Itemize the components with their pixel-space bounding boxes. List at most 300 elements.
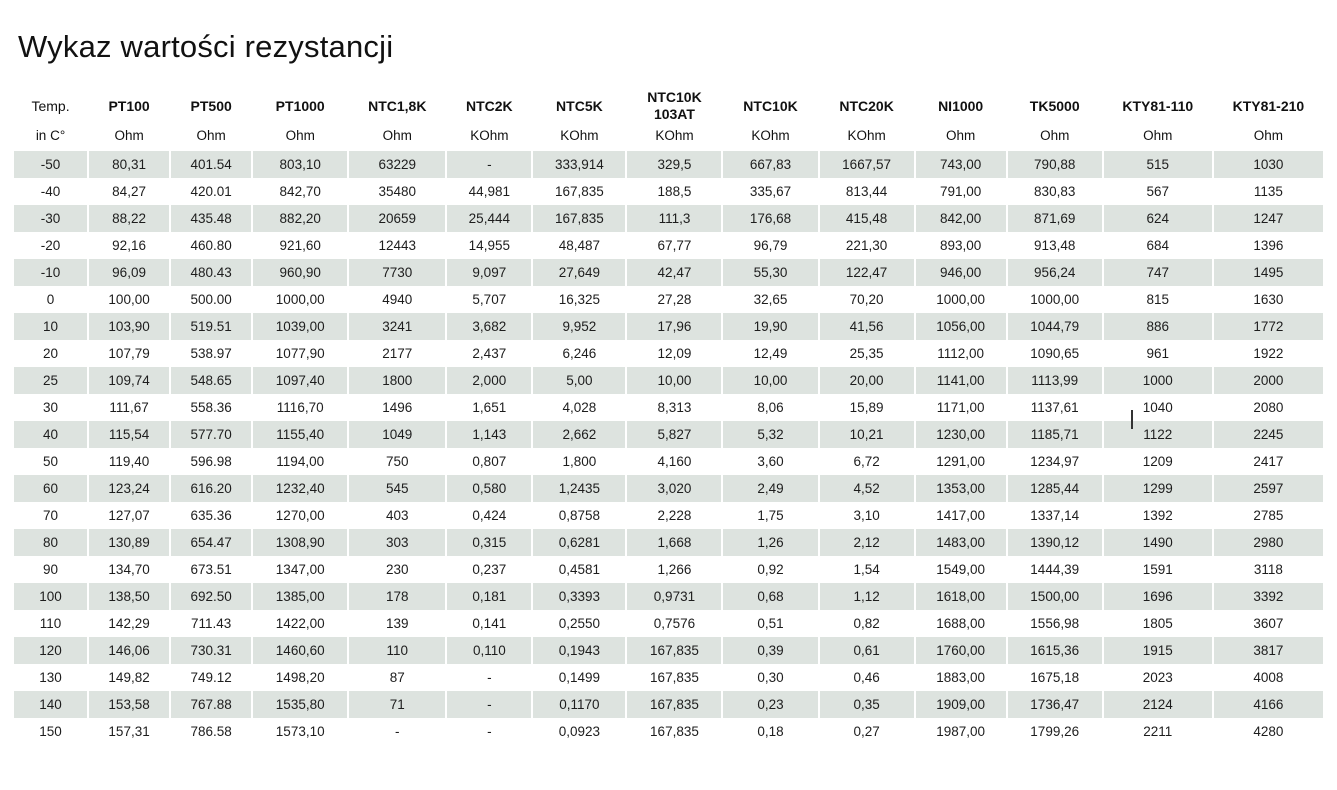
column-header-tk5000-label: TK5000 — [1029, 97, 1080, 114]
resistance-values-table — [14, 87, 1323, 745]
table-cell-temperature: 60 — [14, 475, 88, 502]
table-cell-value: 2785 — [1213, 502, 1323, 529]
table-cell-value: 730.31 — [170, 637, 252, 664]
table-cell-value: 480.43 — [170, 259, 252, 286]
table-cell-value: 747 — [1103, 259, 1213, 286]
table-cell-value: 1308,90 — [252, 529, 348, 556]
table-cell-value: 0,46 — [819, 664, 915, 691]
table-cell-value: 5,32 — [722, 421, 818, 448]
table-cell-value: 110 — [348, 637, 446, 664]
table-cell-value: 500.00 — [170, 286, 252, 313]
table-cell-value: 1347,00 — [252, 556, 348, 583]
table-cell-value: 842,70 — [252, 178, 348, 205]
table-cell-value: 1097,40 — [252, 367, 348, 394]
column-header-pt500-label: PT500 — [190, 97, 232, 114]
table-cell-value: 0,92 — [722, 556, 818, 583]
column-header-ntc1-8k-label: NTC1,8K — [368, 97, 427, 114]
table-cell-value: 515 — [1103, 150, 1213, 178]
table-cell-value: 333,914 — [532, 150, 626, 178]
column-header-ntc10k — [722, 87, 818, 123]
table-cell-value: 1667,57 — [819, 150, 915, 178]
column-unit-tk5000: Ohm — [1007, 123, 1103, 150]
table-cell-value: 0,237 — [446, 556, 532, 583]
table-cell-value: 0,110 — [446, 637, 532, 664]
table-cell-value: 1291,00 — [915, 448, 1007, 475]
table-cell-value: 616.20 — [170, 475, 252, 502]
table-cell-value: 0,3393 — [532, 583, 626, 610]
table-cell-value: 122,47 — [819, 259, 915, 286]
table-cell-value: 2023 — [1103, 664, 1213, 691]
table-row — [14, 340, 1323, 367]
table-row — [14, 664, 1323, 691]
table-cell-value: 1460,60 — [252, 637, 348, 664]
table-cell-value: 415,48 — [819, 205, 915, 232]
table-cell-temperature: -50 — [14, 150, 88, 178]
table-cell-value: 1,800 — [532, 448, 626, 475]
table-cell-value: 1044,79 — [1007, 313, 1103, 340]
table-cell-value: 0,39 — [722, 637, 818, 664]
table-cell-value: 1495 — [1213, 259, 1323, 286]
table-cell-value: 871,69 — [1007, 205, 1103, 232]
table-cell-value: 188,5 — [626, 178, 722, 205]
table-row — [14, 637, 1323, 664]
table-cell-value: 103,90 — [88, 313, 170, 340]
table-cell-value: 815 — [1103, 286, 1213, 313]
table-cell-value: 1422,00 — [252, 610, 348, 637]
table-cell-value: 1417,00 — [915, 502, 1007, 529]
table-cell-value: 1285,44 — [1007, 475, 1103, 502]
table-cell-value: 0,315 — [446, 529, 532, 556]
table-cell-value: 230 — [348, 556, 446, 583]
table-cell-value: 0,6281 — [532, 529, 626, 556]
table-cell-value: 20,00 — [819, 367, 915, 394]
table-cell-value: 0,7576 — [626, 610, 722, 637]
table-row — [14, 286, 1323, 313]
column-header-ntc10k-103at-label: NTC10K — [647, 89, 702, 106]
table-cell-value: 19,90 — [722, 313, 818, 340]
table-cell-value: 1591 — [1103, 556, 1213, 583]
column-header-ntc10k-label: NTC10K — [743, 97, 798, 114]
table-cell-value: 692.50 — [170, 583, 252, 610]
table-cell-value: 92,16 — [88, 232, 170, 259]
table-row — [14, 232, 1323, 259]
table-cell-value: 3,10 — [819, 502, 915, 529]
table-cell-temperature: 50 — [14, 448, 88, 475]
column-header-pt500 — [170, 87, 252, 123]
table-cell-value: 139 — [348, 610, 446, 637]
table-cell-value: 178 — [348, 583, 446, 610]
table-cell-value: 1615,36 — [1007, 637, 1103, 664]
table-cell-value: 0,580 — [446, 475, 532, 502]
table-cell-value: 0,82 — [819, 610, 915, 637]
table-cell-value: 167,835 — [626, 637, 722, 664]
table-cell-value: 882,20 — [252, 205, 348, 232]
table-cell-value: 1234,97 — [1007, 448, 1103, 475]
table-cell-value: 711.43 — [170, 610, 252, 637]
table-cell-value: 5,707 — [446, 286, 532, 313]
table-cell-value: 791,00 — [915, 178, 1007, 205]
table-cell-value: 750 — [348, 448, 446, 475]
table-cell-value: 9,097 — [446, 259, 532, 286]
table-cell-value: 2124 — [1103, 691, 1213, 718]
table-cell-value: 1987,00 — [915, 718, 1007, 745]
table-cell-value: 1556,98 — [1007, 610, 1103, 637]
table-cell-value: 3817 — [1213, 637, 1323, 664]
table-cell-temperature: 80 — [14, 529, 88, 556]
table-cell-value: 577.70 — [170, 421, 252, 448]
table-cell-value: 27,649 — [532, 259, 626, 286]
table-cell-value: 654.47 — [170, 529, 252, 556]
table-cell-value: 1392 — [1103, 502, 1213, 529]
table-header-row-names — [14, 87, 1323, 123]
table-row — [14, 529, 1323, 556]
table-cell-value: 1760,00 — [915, 637, 1007, 664]
table-cell-value: 403 — [348, 502, 446, 529]
table-cell-value: 743,00 — [915, 150, 1007, 178]
table-cell-value: 3241 — [348, 313, 446, 340]
table-cell-value: 1675,18 — [1007, 664, 1103, 691]
column-header-pt100 — [88, 87, 170, 123]
table-cell-value: 84,27 — [88, 178, 170, 205]
table-cell-value: 127,07 — [88, 502, 170, 529]
table-cell-value: 1498,20 — [252, 664, 348, 691]
column-unit-ntc20k: KOhm — [819, 123, 915, 150]
table-cell-value: 921,60 — [252, 232, 348, 259]
table-cell-value: 67,77 — [626, 232, 722, 259]
table-cell-value: 123,24 — [88, 475, 170, 502]
table-cell-value: 946,00 — [915, 259, 1007, 286]
table-cell-value: 2980 — [1213, 529, 1323, 556]
table-cell-value: 1922 — [1213, 340, 1323, 367]
table-cell-value: 0,807 — [446, 448, 532, 475]
table-cell-value: 624 — [1103, 205, 1213, 232]
table-cell-value: 830,83 — [1007, 178, 1103, 205]
table-row — [14, 691, 1323, 718]
table-cell-value: 1185,71 — [1007, 421, 1103, 448]
table-cell-value: 0,141 — [446, 610, 532, 637]
table-cell-value: 842,00 — [915, 205, 1007, 232]
column-header-tk5000 — [1007, 87, 1103, 123]
table-cell-value: 786.58 — [170, 718, 252, 745]
table-cell-value: 4940 — [348, 286, 446, 313]
table-cell-value: 12443 — [348, 232, 446, 259]
column-header-ntc20k-label: NTC20K — [839, 97, 894, 114]
table-cell-value: 153,58 — [88, 691, 170, 718]
column-header-temp — [14, 87, 88, 123]
table-cell-value: 3,60 — [722, 448, 818, 475]
table-cell-value: 32,65 — [722, 286, 818, 313]
table-cell-value: 1039,00 — [252, 313, 348, 340]
table-cell-value: 803,10 — [252, 150, 348, 178]
column-header-ni1000-label: NI1000 — [938, 97, 984, 114]
table-cell-value: 401.54 — [170, 150, 252, 178]
table-cell-value: 0,51 — [722, 610, 818, 637]
table-cell-value: 749.12 — [170, 664, 252, 691]
table-cell-value: 176,68 — [722, 205, 818, 232]
column-header-ni1000 — [915, 87, 1007, 123]
table-cell-value: 96,79 — [722, 232, 818, 259]
table-cell-temperature: 110 — [14, 610, 88, 637]
table-cell-value: 3607 — [1213, 610, 1323, 637]
table-cell-temperature: 10 — [14, 313, 88, 340]
table-cell-value: 1696 — [1103, 583, 1213, 610]
table-cell-value: 2,12 — [819, 529, 915, 556]
table-cell-value: 1688,00 — [915, 610, 1007, 637]
table-cell-value: 956,24 — [1007, 259, 1103, 286]
table-cell-value: 25,35 — [819, 340, 915, 367]
table-row — [14, 583, 1323, 610]
table-cell-value: 1230,00 — [915, 421, 1007, 448]
table-cell-value: 167,835 — [626, 691, 722, 718]
column-header-ntc5k-label: NTC5K — [556, 97, 603, 114]
table-cell-value: 16,325 — [532, 286, 626, 313]
table-cell-value: 460.80 — [170, 232, 252, 259]
table-cell-value: 1056,00 — [915, 313, 1007, 340]
table-cell-value: 1483,00 — [915, 529, 1007, 556]
table-cell-value: 25,444 — [446, 205, 532, 232]
table-cell-value: 1209 — [1103, 448, 1213, 475]
table-cell-value: 538.97 — [170, 340, 252, 367]
table-cell-value: 4280 — [1213, 718, 1323, 745]
table-cell-temperature: -10 — [14, 259, 88, 286]
table-cell-value: 0,27 — [819, 718, 915, 745]
table-cell-value: 0,30 — [722, 664, 818, 691]
table-cell-value: 1396 — [1213, 232, 1323, 259]
table-cell-value: 1909,00 — [915, 691, 1007, 718]
table-cell-value: 107,79 — [88, 340, 170, 367]
table-row — [14, 475, 1323, 502]
table-cell-value: 1618,00 — [915, 583, 1007, 610]
column-unit-ntc2k: KOhm — [446, 123, 532, 150]
table-body — [14, 150, 1323, 745]
table-cell-value: 1090,65 — [1007, 340, 1103, 367]
table-cell-value: 1883,00 — [915, 664, 1007, 691]
table-cell-value: 27,28 — [626, 286, 722, 313]
table-cell-value: 0,181 — [446, 583, 532, 610]
table-row — [14, 556, 1323, 583]
table-row — [14, 205, 1323, 232]
column-unit-temp: in C° — [14, 123, 88, 150]
table-cell-value: 3118 — [1213, 556, 1323, 583]
table-cell-value: 17,96 — [626, 313, 722, 340]
table-cell-value: 80,31 — [88, 150, 170, 178]
table-cell-value: 0,61 — [819, 637, 915, 664]
page-title: Wykaz wartości rezystancji — [18, 29, 394, 64]
table-cell-value: 0,1943 — [532, 637, 626, 664]
table-cell-value: 1915 — [1103, 637, 1213, 664]
table-cell-value: 167,835 — [626, 664, 722, 691]
table-cell-value: 1,668 — [626, 529, 722, 556]
column-header-pt1000-label: PT1000 — [275, 97, 325, 114]
table-cell-value: 0,23 — [722, 691, 818, 718]
table-cell-value: 1500,00 — [1007, 583, 1103, 610]
table-cell-temperature: 30 — [14, 394, 88, 421]
table-cell-value: 1799,26 — [1007, 718, 1103, 745]
table-cell-value: 1,54 — [819, 556, 915, 583]
column-header-kty81-110 — [1103, 87, 1213, 123]
table-cell-value: 44,981 — [446, 178, 532, 205]
table-cell-value: 109,74 — [88, 367, 170, 394]
column-unit-kty81-210: Ohm — [1213, 123, 1323, 150]
table-cell-value: 111,67 — [88, 394, 170, 421]
text-cursor — [1131, 410, 1133, 429]
table-cell-temperature: 100 — [14, 583, 88, 610]
table-cell-value: 157,31 — [88, 718, 170, 745]
table-cell-value: 12,49 — [722, 340, 818, 367]
table-row — [14, 421, 1323, 448]
table-cell-value: 1247 — [1213, 205, 1323, 232]
table-cell-value: 673.51 — [170, 556, 252, 583]
column-header-pt100-label: PT100 — [108, 97, 150, 114]
table-cell-value: 167,835 — [626, 718, 722, 745]
column-header-kty81-210 — [1213, 87, 1323, 123]
table-cell-temperature: 140 — [14, 691, 88, 718]
table-cell-value: 519.51 — [170, 313, 252, 340]
table-cell-value: 2000 — [1213, 367, 1323, 394]
table-cell-value: 41,56 — [819, 313, 915, 340]
table-cell-value: 10,00 — [626, 367, 722, 394]
table-cell-value: 1194,00 — [252, 448, 348, 475]
table-cell-value: 1112,00 — [915, 340, 1007, 367]
table-header-row-units — [14, 123, 1323, 150]
table-cell-value: 1772 — [1213, 313, 1323, 340]
table-cell-value: 893,00 — [915, 232, 1007, 259]
column-header-kty81-110-label: KTY81-110 — [1122, 97, 1194, 114]
table-cell-value: 6,72 — [819, 448, 915, 475]
table-cell-value: 138,50 — [88, 583, 170, 610]
table-cell-value: 335,67 — [722, 178, 818, 205]
table-cell-value: 667,83 — [722, 150, 818, 178]
column-header-ntc20k — [819, 87, 915, 123]
table-cell-value: 3,682 — [446, 313, 532, 340]
table-cell-value: 0,18 — [722, 718, 818, 745]
table-cell-value: 596.98 — [170, 448, 252, 475]
table-cell-value: 0,1170 — [532, 691, 626, 718]
table-cell-value: 4166 — [1213, 691, 1323, 718]
table-cell-value: 1232,40 — [252, 475, 348, 502]
table-cell-value: 6,246 — [532, 340, 626, 367]
column-header-ntc2k-label: NTC2K — [465, 97, 513, 114]
table-cell-value: 435.48 — [170, 205, 252, 232]
table-cell-value: 115,54 — [88, 421, 170, 448]
column-unit-pt100: Ohm — [88, 123, 170, 150]
table-cell-value: 548.65 — [170, 367, 252, 394]
column-unit-ntc10k: KOhm — [722, 123, 818, 150]
table-cell-value: 0,0923 — [532, 718, 626, 745]
table-cell-temperature: 20 — [14, 340, 88, 367]
table-cell-value: 2080 — [1213, 394, 1323, 421]
table-cell-value: 3,020 — [626, 475, 722, 502]
column-header-ntc10k-103at-sublabel: 103AT — [653, 106, 695, 123]
table-cell-value: 1122 — [1103, 421, 1213, 448]
table-cell-value: 2,437 — [446, 340, 532, 367]
table-cell-value: 1337,14 — [1007, 502, 1103, 529]
table-cell-value: 1000,00 — [915, 286, 1007, 313]
table-cell-value: 558.36 — [170, 394, 252, 421]
table-cell-value: 4,028 — [532, 394, 626, 421]
table-cell-value: 1573,10 — [252, 718, 348, 745]
table-cell-value: 1171,00 — [915, 394, 1007, 421]
table-cell-value: 35480 — [348, 178, 446, 205]
table-cell-value: 14,955 — [446, 232, 532, 259]
table-cell-value: 545 — [348, 475, 446, 502]
table-cell-value: 1135 — [1213, 178, 1323, 205]
table-cell-value: 0,2550 — [532, 610, 626, 637]
table-cell-value: 4,52 — [819, 475, 915, 502]
table-cell-value: 63229 — [348, 150, 446, 178]
table-cell-value: 0,9731 — [626, 583, 722, 610]
table-cell-temperature: 150 — [14, 718, 88, 745]
table-cell-value: 5,827 — [626, 421, 722, 448]
table-cell-value: 1049 — [348, 421, 446, 448]
table-cell-value: 12,09 — [626, 340, 722, 367]
table-cell-value: 100,00 — [88, 286, 170, 313]
table-cell-value: 1000 — [1103, 367, 1213, 394]
table-cell-temperature: 130 — [14, 664, 88, 691]
table-cell-value: 1385,00 — [252, 583, 348, 610]
table-cell-value: 167,835 — [532, 205, 626, 232]
table-cell-value: - — [446, 691, 532, 718]
table-cell-value: 8,06 — [722, 394, 818, 421]
table-cell-value: 221,30 — [819, 232, 915, 259]
table-cell-value: 1490 — [1103, 529, 1213, 556]
table-cell-value: 1,2435 — [532, 475, 626, 502]
table-cell-temperature: 120 — [14, 637, 88, 664]
table-cell-value: 5,00 — [532, 367, 626, 394]
table-cell-value: 8,313 — [626, 394, 722, 421]
table-cell-value: 130,89 — [88, 529, 170, 556]
table-cell-value: 635.36 — [170, 502, 252, 529]
table-cell-value: 1155,40 — [252, 421, 348, 448]
table-row — [14, 367, 1323, 394]
table-cell-value: 0,4581 — [532, 556, 626, 583]
table-cell-value: 55,30 — [722, 259, 818, 286]
table-cell-value: 3392 — [1213, 583, 1323, 610]
table-cell-value: 48,487 — [532, 232, 626, 259]
table-cell-value: 0,35 — [819, 691, 915, 718]
table-cell-value: 1353,00 — [915, 475, 1007, 502]
table-cell-value: 146,06 — [88, 637, 170, 664]
column-unit-pt500: Ohm — [170, 123, 252, 150]
table-cell-value: 42,47 — [626, 259, 722, 286]
column-unit-ntc10k-103at: KOhm — [626, 123, 722, 150]
table-cell-value: 1040 — [1103, 394, 1213, 421]
table-cell-value: 7730 — [348, 259, 446, 286]
table-cell-value: 2177 — [348, 340, 446, 367]
table-cell-value: 1,12 — [819, 583, 915, 610]
table-cell-value: 767.88 — [170, 691, 252, 718]
column-header-ntc10k-103at — [626, 87, 722, 123]
table-cell-value: 2211 — [1103, 718, 1213, 745]
table-cell-value: 1,266 — [626, 556, 722, 583]
table-cell-value: 2,662 — [532, 421, 626, 448]
table-cell-value: 87 — [348, 664, 446, 691]
table-cell-value: 2597 — [1213, 475, 1323, 502]
table-cell-value: 1736,47 — [1007, 691, 1103, 718]
table-cell-value: 96,09 — [88, 259, 170, 286]
table-cell-value: 1270,00 — [252, 502, 348, 529]
table-cell-value: 70,20 — [819, 286, 915, 313]
table-row — [14, 448, 1323, 475]
table-cell-value: 684 — [1103, 232, 1213, 259]
table-row — [14, 718, 1323, 745]
table-cell-value: 0,68 — [722, 583, 818, 610]
column-header-ntc5k — [532, 87, 626, 123]
table-cell-value: 167,835 — [532, 178, 626, 205]
table-cell-value: 1137,61 — [1007, 394, 1103, 421]
table-cell-value: 1535,80 — [252, 691, 348, 718]
table-cell-value: 111,3 — [626, 205, 722, 232]
